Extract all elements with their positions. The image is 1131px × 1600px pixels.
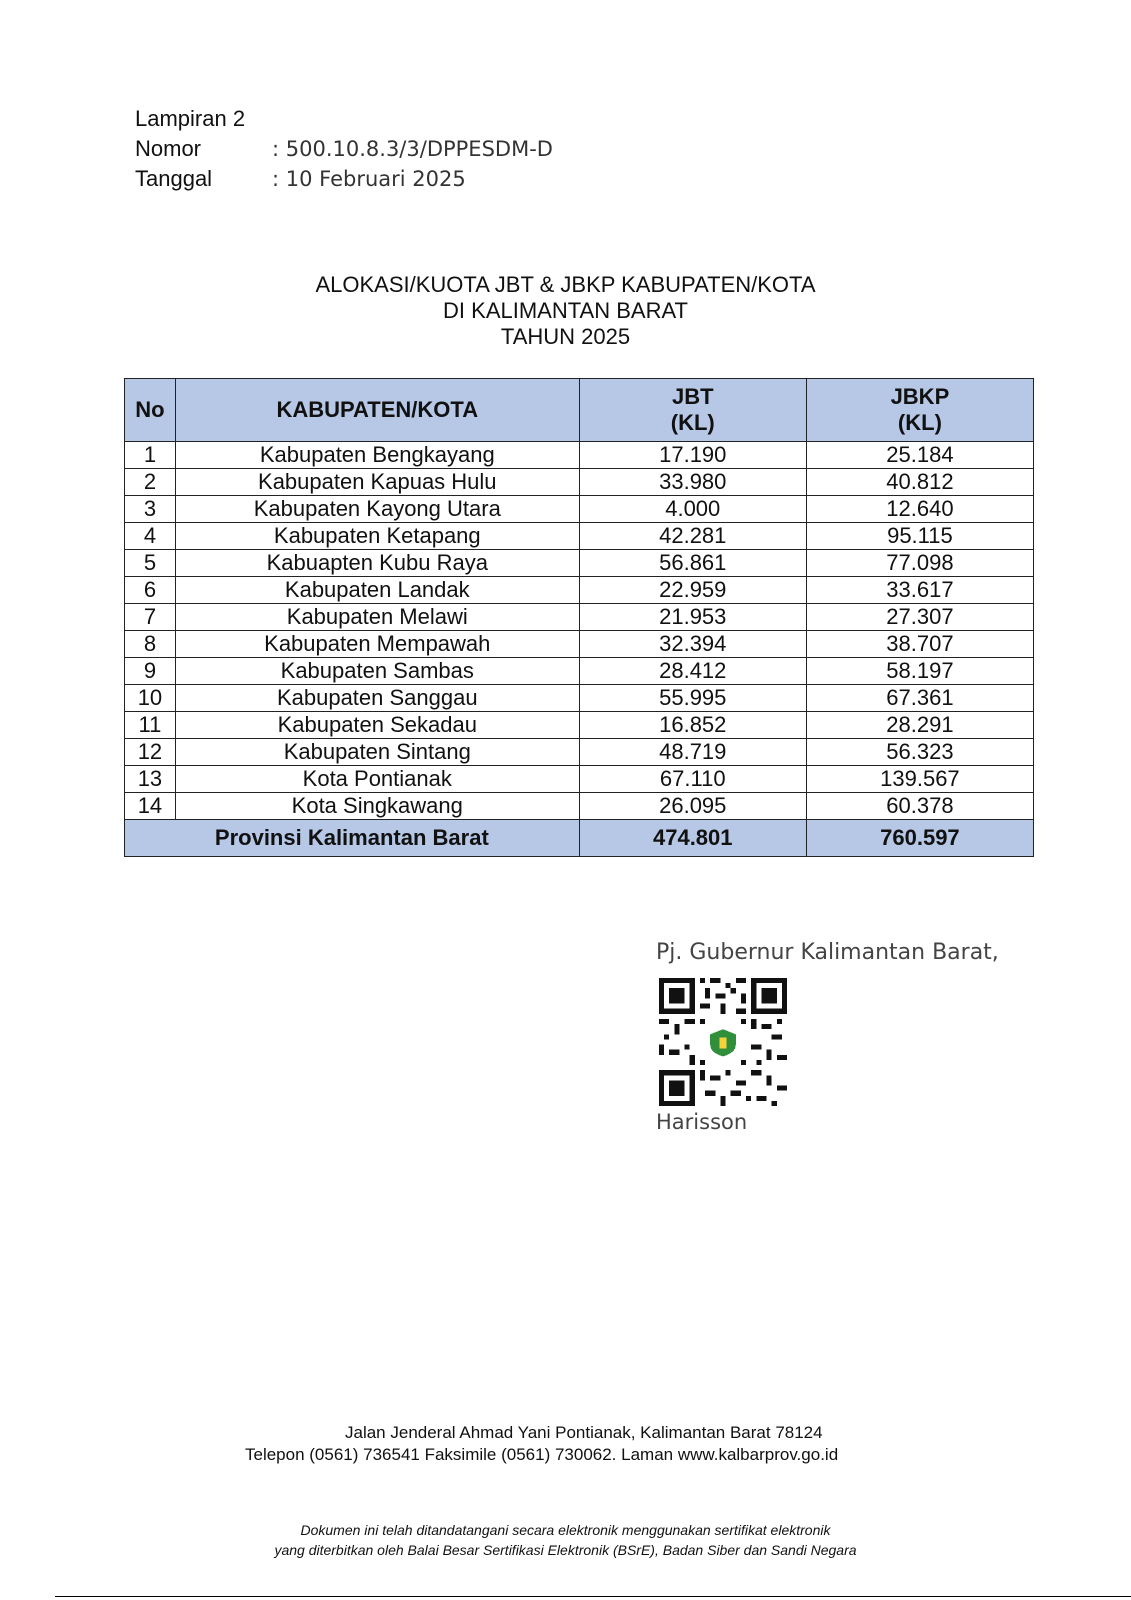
table-row [125,739,1034,766]
cell-jbkp: 25.184 [806,442,1033,469]
cell-no: 11 [125,712,176,739]
lampiran-label: Lampiran 2 [135,106,246,131]
cell-jbkp: 139.567 [806,766,1033,793]
cell-no: 1 [125,442,176,469]
cell-jbt: 56.861 [579,550,806,577]
header-jbkp-line-2: (KL) [897,410,942,435]
cell-name: Kabupaten Landak [175,577,579,604]
footer-address [0,1422,1131,1466]
cell-jbkp: 12.640 [806,496,1033,523]
bottom-divider [55,1596,1131,1597]
cell-no: 2 [125,469,176,496]
cell-name: Kabupaten Sekadau [175,712,579,739]
header-name: KABUPATEN/KOTA [175,379,579,442]
table-row [125,712,1034,739]
cell-jbkp: 67.361 [806,685,1033,712]
tanggal-row [135,164,553,194]
cell-no: 6 [125,577,176,604]
cell-name: Kabupaten Bengkayang [175,442,579,469]
header-jbkp [806,379,1033,442]
document-header [135,104,553,194]
signature-title: Pj. Gubernur Kalimantan Barat, [656,940,999,965]
cell-jbt: 55.995 [579,685,806,712]
qr-code-icon [658,978,788,1106]
cell-no: 4 [125,523,176,550]
cell-jbt: 33.980 [579,469,806,496]
header-jbkp-line-1: JBKP [890,384,950,409]
tanggal-label: Tanggal [135,166,213,191]
table-row [125,766,1034,793]
cell-jbt: 48.719 [579,739,806,766]
cell-jbkp: 58.197 [806,658,1033,685]
cell-name: Kabupaten Kayong Utara [175,496,579,523]
cell-jbkp: 33.617 [806,577,1033,604]
cell-jbt: 21.953 [579,604,806,631]
table-row [125,577,1034,604]
cell-jbt: 32.394 [579,631,806,658]
cell-jbkp: 38.707 [806,631,1033,658]
cell-no: 14 [125,793,176,820]
table-row [125,793,1034,820]
total-row [125,820,1034,857]
footer-address-line: Jalan Jenderal Ahmad Yani Pontianak, Kalimantan Barat 78124 [345,1423,823,1442]
table-row [125,496,1034,523]
cell-jbt: 4.000 [579,496,806,523]
cell-jbt: 28.412 [579,658,806,685]
cell-jbkp: 40.812 [806,469,1033,496]
cell-jbkp: 56.323 [806,739,1033,766]
nomor-row [135,134,553,164]
nomor-label: Nomor [135,136,202,161]
cell-jbkp: 95.115 [806,523,1033,550]
cell-name: Kabupaten Kapuas Hulu [175,469,579,496]
total-jbkp: 760.597 [806,820,1033,857]
footer-contact-line: Telepon (0561) 736541 Faksimile (0561) 730062. Laman www.kalbarprov.go.id [245,1445,839,1464]
table-header-row [125,379,1034,442]
title-line-1: ALOKASI/KUOTA JBT & JBKP KABUPATEN/KOTA [315,272,816,297]
quota-table [124,378,1034,857]
cell-jbt: 67.110 [579,766,806,793]
electronic-signature-note [0,1520,1131,1560]
title-line-2: DI KALIMANTAN BARAT [443,298,688,323]
cell-jbt: 17.190 [579,442,806,469]
document-title [0,272,1131,350]
cell-jbt: 26.095 [579,793,806,820]
note-line-2: yang diterbitkan oleh Balai Besar Sertifikasi Elektronik (BSrE), Badan Siber dan Sandi Negara [274,1542,857,1558]
signer-name: Harisson [656,1110,748,1134]
cell-jbt: 42.281 [579,523,806,550]
table-row [125,658,1034,685]
cell-name: Kabuapten Kubu Raya [175,550,579,577]
cell-jbt: 22.959 [579,577,806,604]
cell-no: 13 [125,766,176,793]
cell-jbkp: 27.307 [806,604,1033,631]
cell-no: 3 [125,496,176,523]
cell-name: Kabupaten Sambas [175,658,579,685]
cell-jbkp: 60.378 [806,793,1033,820]
header-jbt [579,379,806,442]
cell-jbt: 16.852 [579,712,806,739]
total-label: Provinsi Kalimantan Barat [125,820,580,857]
cell-name: Kota Singkawang [175,793,579,820]
header-jbt-line-1: JBT [671,384,714,409]
table-row [125,604,1034,631]
cell-no: 8 [125,631,176,658]
table-row [125,442,1034,469]
title-line-3: TAHUN 2025 [500,324,631,349]
table-row [125,523,1034,550]
tanggal-value: : 10 Februari 2025 [272,167,466,191]
cell-jbkp: 28.291 [806,712,1033,739]
cell-name: Kabupaten Sanggau [175,685,579,712]
cell-no: 7 [125,604,176,631]
table-row [125,469,1034,496]
note-line-1: Dokumen ini telah ditandatangani secara elektronik menggunakan sertifikat elektronik [300,1522,831,1538]
cell-name: Kabupaten Sintang [175,739,579,766]
cell-no: 10 [125,685,176,712]
header-no: No [125,379,176,442]
cell-jbkp: 77.098 [806,550,1033,577]
cell-name: Kabupaten Melawi [175,604,579,631]
cell-name: Kota Pontianak [175,766,579,793]
cell-no: 5 [125,550,176,577]
header-jbt-line-2: (KL) [670,410,715,435]
cell-name: Kabupaten Ketapang [175,523,579,550]
table-row [125,550,1034,577]
total-jbt: 474.801 [579,820,806,857]
cell-name: Kabupaten Mempawah [175,631,579,658]
table-row [125,631,1034,658]
nomor-value: : 500.10.8.3/3/DPPESDM-D [272,137,553,161]
cell-no: 12 [125,739,176,766]
table-row [125,685,1034,712]
cell-no: 9 [125,658,176,685]
